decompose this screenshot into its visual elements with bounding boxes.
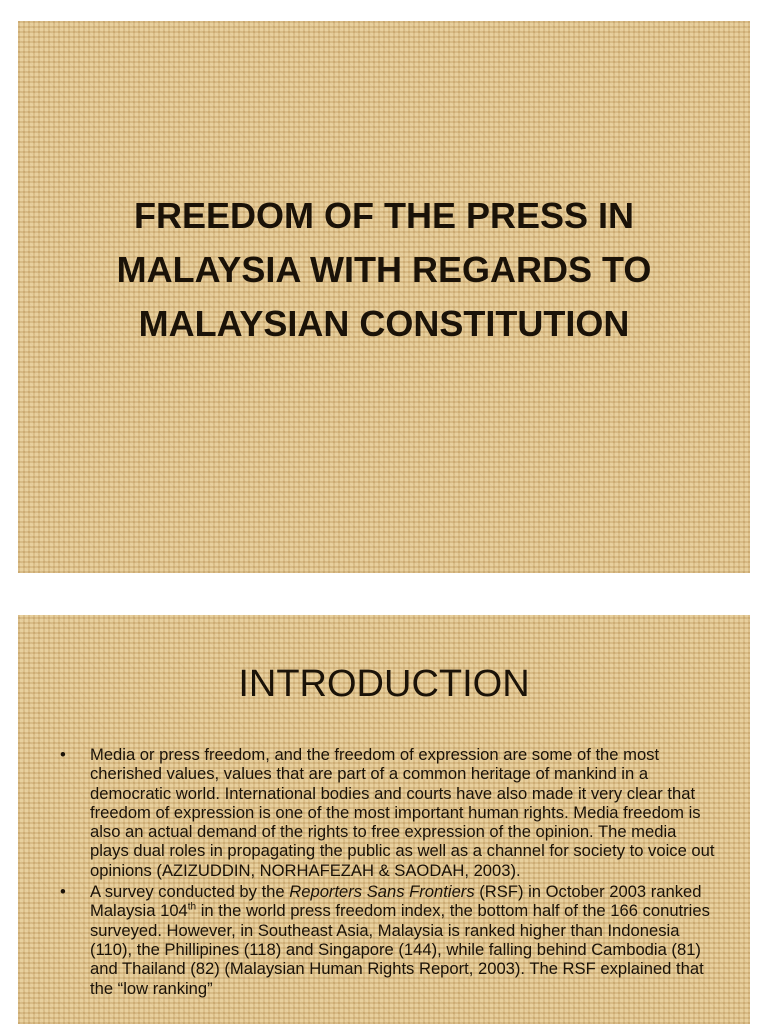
slide-heading: INTRODUCTION — [238, 663, 530, 705]
bullet-item — [58, 882, 716, 998]
bullet-text-part: A survey conducted by the — [90, 882, 290, 902]
bullet-text — [90, 882, 710, 997]
bullet-text-italic: Reporters Sans Frontiers — [289, 882, 475, 902]
bullet-list — [58, 745, 716, 1000]
bullet-dot-icon: • — [60, 882, 66, 902]
title-slide — [18, 21, 750, 573]
bullet-text-part: (RSF) in October 2003 ranked Malaysia 104 — [90, 882, 702, 921]
slide-title: FREEDOM OF THE PRESS IN MALAYSIA WITH REGARDS TO MALAYSIAN CONSTITUTION — [116, 195, 652, 344]
ordinal-superscript: th — [187, 901, 197, 913]
introduction-slide — [18, 615, 750, 1024]
bullet-text-part: in the world press freedom index, the bottom half of the 166 conutries surveyed. However, in Southeast Asia, Malaysia is ranked higher than Indonesia (110), the Phillipines (118) and Singapore (144), while falling behind Cambodia (81) and Thailand (82) (Malaysian Human Rights Report, 2003). The RSF explained that the “low ranking” — [90, 901, 710, 998]
bullet-item — [58, 745, 716, 880]
bullet-text: Media or press freedom, and the freedom of expression are some of the most cherished values, values that are part of a common heritage of mankind in a democratic world. International bodies and courts have also made it very clear that freedom of expression is one of the most important human rights. Media freedom is also an actual demand of the rights to free expression of the opinion. The media plays dual roles in propagating the public as well as a channel for society to voice out opinions (AZIZUDDIN, NORHAFEZAH & SAODAH, 2003). — [90, 745, 715, 880]
bullet-dot-icon: • — [60, 745, 66, 764]
